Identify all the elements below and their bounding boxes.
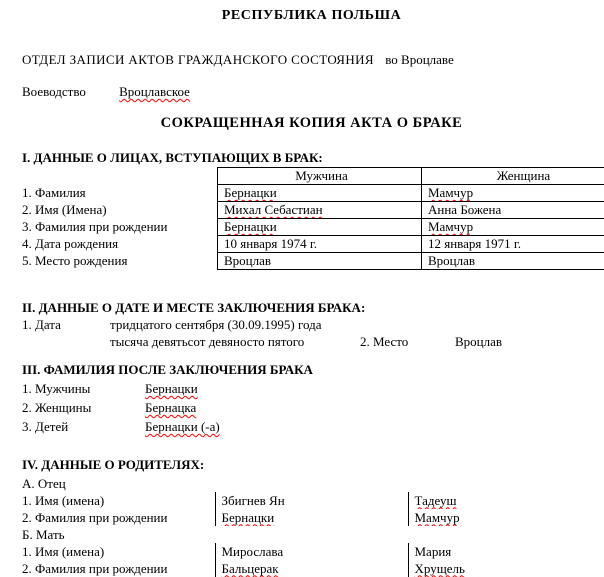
mother-name-wife-side — [408, 543, 601, 560]
section3-title: III. ФАМИЛИЯ ПОСЛЕ ЗАКЛЮЧЕНИЯ БРАКА — [22, 362, 313, 377]
children-surname-value: Бернацки (-а) — [145, 419, 220, 434]
mother-birth-surname-row — [22, 560, 601, 577]
male-birth-date: 10 января 1974 г. — [218, 236, 422, 253]
section2-title: II. ДАННЫЕ О ДАТЕ И МЕСТЕ ЗАКЛЮЧЕНИЯ БРАКА: — [22, 300, 366, 315]
surname-after-marriage-husband — [22, 381, 601, 397]
row-label: 2. Имя (Имена) — [22, 202, 107, 217]
female-surname — [422, 185, 604, 202]
mother-surname-husband-value: Бальцерак — [221, 560, 279, 576]
mother-name-husband-side — [215, 543, 408, 560]
mother-heading: Б. Мать — [22, 526, 65, 542]
female-birth-place: Вроцлав — [422, 253, 604, 270]
voivodeship-value: Вроцлавское — [119, 84, 190, 99]
row-label: 2. Фамилия при рождении — [22, 560, 168, 576]
table-row-birth-surname — [22, 219, 604, 236]
persons-table — [22, 167, 604, 270]
female-given-names-value: Анна Божена — [428, 202, 502, 217]
voivodeship-label: Воеводство — [22, 84, 86, 99]
table-row-surname — [22, 185, 604, 202]
column-header-female: Женщина — [422, 168, 604, 185]
father-heading: А. Отец — [22, 475, 66, 491]
voivodeship-line — [22, 84, 601, 100]
table-row-given-names — [22, 202, 604, 219]
mother-name-husband-value: Мирослава — [221, 543, 284, 559]
wife-surname-value: Бернацка — [145, 400, 197, 415]
male-surname — [218, 185, 422, 202]
parents-table — [22, 475, 601, 577]
place-value: Вроцлав — [455, 334, 503, 349]
mother-surname-wife-value: Хрущель — [414, 560, 465, 576]
table-row-birth-place — [22, 253, 604, 270]
date-text-line2: тысяча девятьсот девяносто пятого — [110, 334, 305, 349]
male-given-names — [218, 202, 422, 219]
section1-title: I. ДАННЫЕ О ЛИЦАХ, ВСТУПАЮЩИХ В БРАК: — [22, 150, 323, 165]
date-text-line1: тридцатого сентября (30.09.1995) года — [110, 317, 322, 332]
female-given-names — [422, 202, 604, 219]
office-line — [22, 52, 601, 68]
marriage-date-row2 — [22, 334, 601, 350]
document-title: СОКРАЩЕННАЯ КОПИЯ АКТА О БРАКЕ — [160, 115, 463, 131]
female-birth-surname-value: Мамчур — [428, 219, 474, 234]
father-name-husband-value: Збигнев Ян — [221, 492, 285, 508]
date-label: 1. Дата — [22, 317, 61, 332]
header-empty-cell — [22, 168, 218, 185]
mother-surname-husband-side — [215, 560, 408, 577]
father-surname-wife-value: Мамчур — [414, 509, 460, 525]
father-names-row — [22, 492, 601, 509]
table-row-birth-date — [22, 236, 604, 253]
office-location: во Вроцлаве — [385, 52, 454, 67]
husband-surname-value: Бернацки — [145, 381, 198, 396]
row-label: 2. Женщины — [22, 400, 92, 415]
place-label: 2. Место — [360, 334, 409, 349]
female-birth-surname — [422, 219, 604, 236]
country-title: РЕСПУБЛИКА ПОЛЬША — [221, 8, 402, 23]
father-surname-husband-side — [215, 509, 408, 526]
male-surname-value: Бернацки — [224, 185, 277, 200]
office-name: ОТДЕЛ ЗАПИСИ АКТОВ ГРАЖДАНСКОГО СОСТОЯНИЯ — [22, 52, 374, 67]
father-heading-row — [22, 475, 601, 492]
row-label: 1. Имя (имена) — [22, 543, 105, 559]
mother-surname-wife-side — [408, 560, 601, 577]
father-surname-husband-value: Бернацки — [221, 509, 275, 525]
surname-after-marriage-wife — [22, 400, 601, 416]
male-birth-surname — [218, 219, 422, 236]
father-name-wife-value: Тадеуш — [414, 492, 457, 508]
female-birth-date: 12 января 1971 г. — [422, 236, 604, 253]
section4-title: IV. ДАННЫЕ О РОДИТЕЛЯХ: — [22, 457, 205, 472]
date-label-spacer — [22, 334, 110, 350]
male-birth-place: Вроцлав — [218, 253, 422, 270]
mother-heading-row — [22, 526, 601, 543]
row-label: 5. Место рождения — [22, 253, 128, 268]
father-name-wife-side — [408, 492, 601, 509]
row-label: 4. Дата рождения — [22, 236, 119, 251]
row-label: 1. Имя (имена) — [22, 492, 105, 508]
marriage-date-row — [22, 317, 601, 333]
row-label: 3. Детей — [22, 419, 69, 434]
male-given-names-value: Михал Себастиан — [224, 202, 323, 217]
father-name-husband-side — [215, 492, 408, 509]
father-surname-wife-side — [408, 509, 601, 526]
mother-name-wife-value: Мария — [414, 543, 452, 559]
row-label: 1. Фамилия — [22, 185, 86, 200]
row-label: 3. Фамилия при рождении — [22, 219, 168, 234]
column-header-male: Мужчина — [218, 168, 422, 185]
father-birth-surname-row — [22, 509, 601, 526]
male-birth-surname-value: Бернацки — [224, 219, 277, 234]
surname-after-marriage-children — [22, 419, 601, 435]
mother-names-row — [22, 543, 601, 560]
female-surname-value: Мамчур — [428, 185, 474, 200]
persons-table-header-row — [22, 168, 604, 185]
row-label: 1. Мужчины — [22, 381, 91, 396]
row-label: 2. Фамилия при рождении — [22, 509, 168, 525]
